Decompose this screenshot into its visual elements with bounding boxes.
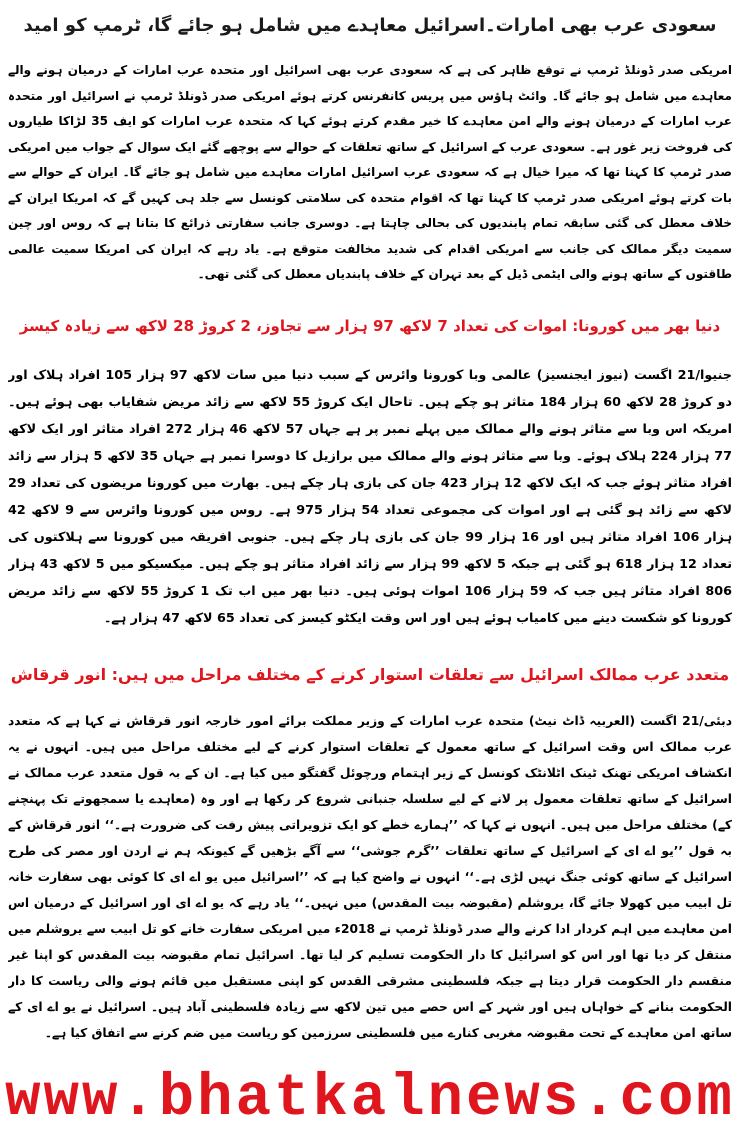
article-saudi-arabia-israel xyxy=(8,58,732,290)
headline-gargash-arab-states: متعدد عرب ممالک اسرائیل سے تعلقات استوار کرنے کے مختلف مراحل میں ہیں: انور قرقاش xyxy=(10,665,730,684)
article-body: امریکی صدر ڈونلڈ ٹرمپ نے توقع ظاہر کی ہے کہ سعودی عرب بھی اسرائیل اور متحدہ عرب امارات کے درمیان ہونے والے معاہدے میں شامل ہو جائے گا۔ وائٹ ہاؤس میں پریس کانفرنس کرتے ہوئے امریکی صدر ڈونلڈ ٹرمپ نے اسرائیل اور متحدہ عرب امارات کے درمیان ہونے والے امن معاہدے کا خیر مقدم کرتے ہوئے کہا کہ متحدہ عرب امارات کو ایف 35 لڑاکا طیاروں کی فروخت زیر غور ہے۔ سعودی عرب کے اسرائیل کے ساتھ تعلقات کے حوالے سے پوچھے گئے ایک سوال کے جواب میں امریکی صدر ٹرمپ کا کہنا تھا کہ میرا خیال ہے کہ سعودی عرب اسرائیل امارات معاہدے میں شامل ہو جائے گا۔ ایران کے حوالے سے بات کرتے ہوئے امریکی صدر ٹرمپ کا کہنا تھا کہ اقوام متحدہ کی سلامتی کونسل سے جلد ہی کہیں گے کہ امریکا ایران کے خلاف معطل کی گئی سابقہ تمام پابندیوں کی بحالی چاہتا ہے۔ دوسری جانب سفارتی ذرائع کا بتانا ہے کہ روس اور چین سمیت دیگر ممالک کی جانب سے امریکی اقدام کی شدید مخالفت متوقع ہے۔ یاد رہے کہ ایران کی امریکا سمیت عالمی طاقتوں کے ساتھ ہونے والی ایٹمی ڈیل کے بعد تہران کے خلاف پابندیاں معطل کی گئی تھی۔ xyxy=(8,63,732,281)
site-watermark: www.bhatkalnews.com xyxy=(5,1070,735,1128)
article-body: دبئی/21 اگست (العربیہ ڈاٹ نیٹ) متحدہ عرب امارات کے وزیر مملکت برائے امور خارجہ انور قرقاش نے کہا ہے کہ متعدد عرب ممالک اس وقت اسرائیل کے ساتھ معمول کے تعلقات استوار کرنے کے لیے مختلف مراحل میں ہیں۔ انہوں نے یہ انکشاف امریکی تھنک ٹینک اٹلانٹک کونسل کے زیر اہتمام ورچوئل گفتگو میں کیا ہے۔ ان کے بہ قول متعدد عرب ممالک نے اسرائیل کے ساتھ تعلقات معمول پر لانے کے لیے سلسلہ جنبانی شروع کر رکھا ہے اور وہ (معاہدے یا سمجھوتے تک پہنچنے کے) مختلف مراحل میں ہیں۔ انہوں نے کہا کہ ’’ہمارے خطے کو ایک تزویراتی پیش رفت کی ضرورت ہے۔‘‘ انور قرقاش کے بہ قول ’’یو اے ای کے اسرائیل کے ساتھ تعلقات ’’گرم جوشی‘‘ سے آگے بڑھیں گے کیونکہ ہم نے اردن اور مصر کی طرح اسرائیل کے ساتھ کوئی جنگ نہیں لڑی ہے۔‘‘ انہوں نے واضح کیا ہے کہ ’’اسرائیل میں یو اے ای کا کوئی بھی سفارت خانہ تل ابیب میں کھولا جائے گا، یروشلم (مقبوضہ بیت المقدس) میں نہیں۔‘‘ یاد رہے کہ یو اے ای اور اسرائیل کے درمیان اس امن معاہدے میں اہم کردار ادا کرنے والے صدر ڈونلڈ ٹرمپ نے 2018ء میں امریکی سفارت خانے کو تل ابیب سے یروشلم میں منتقل کر دیا تھا اور اس کو اسرائیل کا دار الحکومت تسلیم کر لیا تھا۔ اسرائیل تمام مقبوضہ بیت المقدس کو اپنا غیر منقسم دار الحکومت قرار دیتا ہے جبکہ فلسطینی مشرقی القدس کو اپنی مستقبل میں قائم ہونے والی ریاست کا دار الحکومت بنانے کے خواہاں ہیں اور شہر کے اس حصے میں تین لاکھ سے زیادہ فلسطینی آباد ہیں۔ اسرائیل نے یو اے ای کے ساتھ امن معاہدے کے تحت مقبوضہ مغربی کنارے میں فلسطینی سرزمین کو ریاست میں ضم کرنے سے اتفاق کیا ہے۔ xyxy=(8,714,732,1040)
article-coronavirus-worldwide xyxy=(8,362,732,638)
article-body: جنیوا/21 اگست (نیوز ایجنسیز) عالمی وبا کورونا وائرس کے سبب دنیا میں سات لاکھ 97 ہزار 105 افراد ہلاک اور دو کروڑ 28 لاکھ 60 ہزار 184 متاثر ہو چکے ہیں۔ تاحال ایک کروڑ 55 لاکھ سے زائد مریض شفایاب بھی ہوئے ہیں۔ امریکہ اس وبا سے متاثر ہونے والے ممالک میں پہلے نمبر پر ہے جہاں 57 لاکھ 46 ہزار 272 افراد متاثر اور ایک لاکھ 77 ہزار 224 ہلاک ہوئے۔ وبا سے متاثر ہونے والے ممالک میں برازیل کا دوسرا نمبر ہے جہاں 35 لاکھ 5 ہزار سے زائد افراد متاثر ہوئے جب کہ ایک لاکھ 12 ہزار 423 جان کی بازی ہار چکے ہیں۔ بھارت میں کورونا مریضوں کی تعداد 29 لاکھ سے زائد ہو گئی ہے اور اموات کی مجموعی تعداد 54 ہزار 975 ہے۔ روس میں کورونا وائرس سے 9 لاکھ 42 ہزار 106 افراد متاثر ہیں اور 16 ہزار 99 جان کی بازی ہار چکے ہیں۔ جنوبی افریقہ میں کورونا سے ہلاکتوں کی تعداد 12 ہزار 618 ہو گئی ہے جبکہ 5 لاکھ 99 ہزار سے زائد افراد متاثر ہو چکے ہیں۔ میکسیکو میں 5 لاکھ 43 ہزار 806 افراد متاثر ہیں جب کہ 59 ہزار 106 اموات ہوئی ہیں۔ دنیا بھر میں اب تک 1 کروڑ 55 لاکھ سے زائد مریض کورونا کو شکست دینے میں کامیاب ہوئے ہیں اور اس وقت ایکٹو کیسز کی تعداد 65 لاکھ 47 ہزار ہے۔ xyxy=(8,368,732,626)
headline-saudi-arabia-israel: سعودی عرب بھی امارات۔اسرائیل معاہدے میں شامل ہو جائے گا، ٹرمپ کو امید xyxy=(23,15,717,36)
article-gargash-arab-states xyxy=(8,708,732,1048)
headline-coronavirus-worldwide: دنیا بھر میں کورونا: اموات کی تعداد 7 لاکھ 97 ہزار سے تجاوز، 2 کروڑ 28 لاکھ سے زیادہ کیسز xyxy=(19,317,721,335)
